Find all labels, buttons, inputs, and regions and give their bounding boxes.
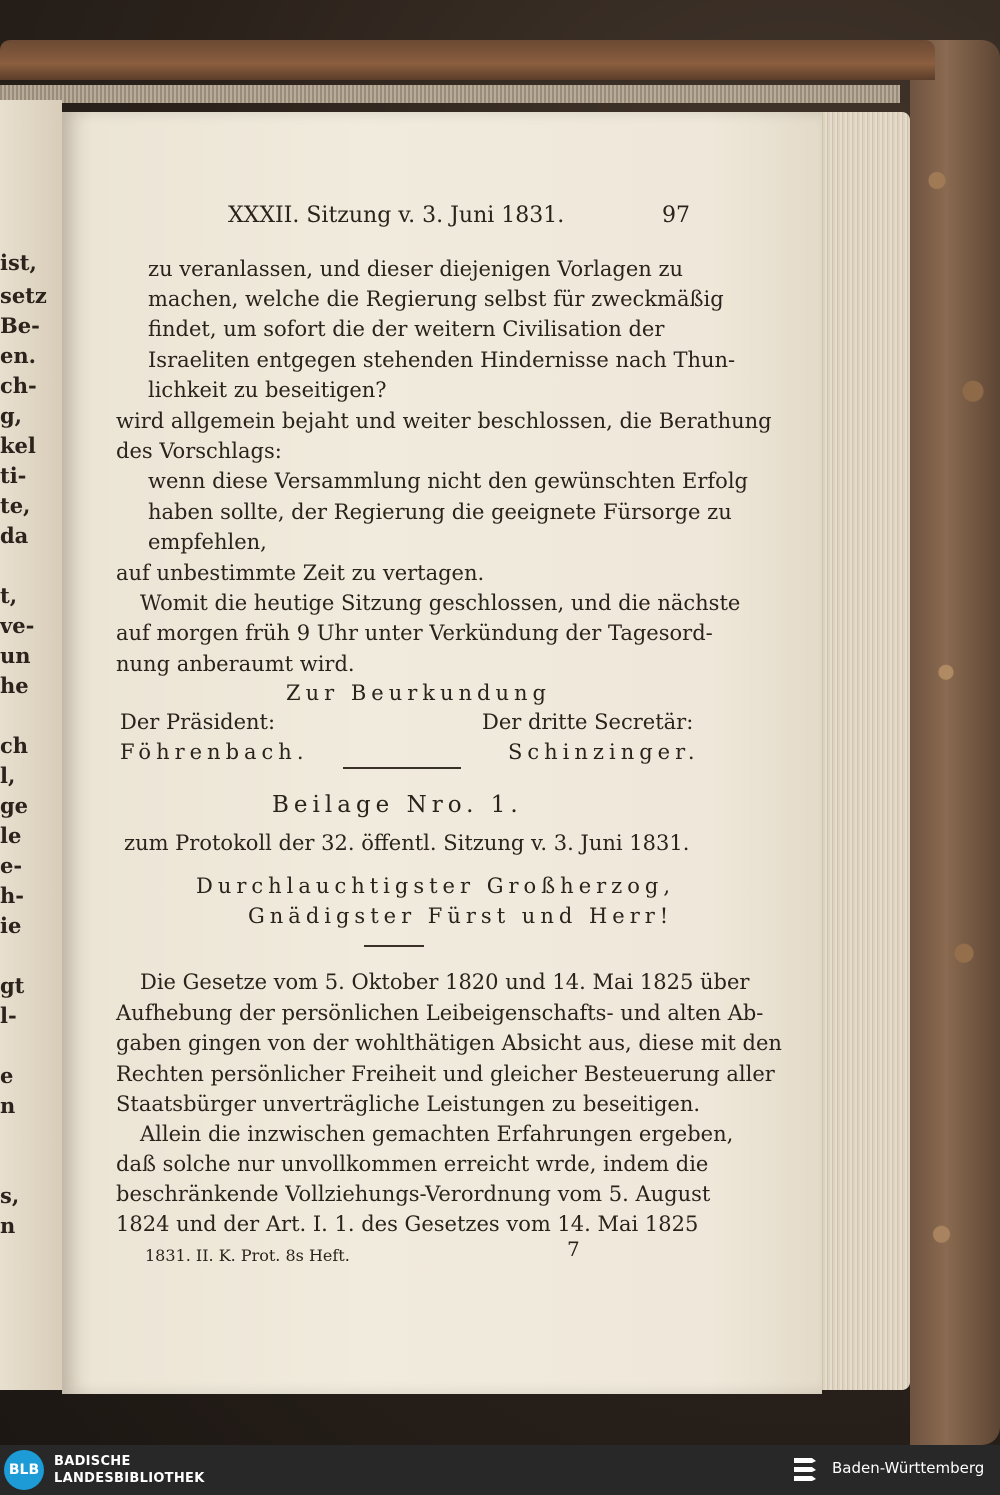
left-fragment: ge — [0, 793, 29, 818]
running-title: XXXII. Sitzung v. 3. Juni 1831. — [228, 203, 565, 228]
salutation-line-1: Durchlauchtigster Großherzog, — [196, 874, 675, 898]
text-line: auf morgen früh 9 Uhr unter Verkündung der Tagesord- — [116, 621, 713, 645]
left-fragment: g, — [0, 403, 22, 428]
left-fragment: ie — [0, 913, 22, 938]
left-fragment: ti- — [0, 463, 27, 488]
branding-bar — [0, 1445, 1000, 1495]
text-line: wenn diese Versammlung nicht den gewünschten Erfolg — [148, 469, 748, 493]
left-fragment: ist, — [0, 250, 37, 275]
signature-line: 1831. II. K. Prot. 8s Heft. — [145, 1246, 350, 1265]
left-fragment: gt — [0, 973, 25, 998]
text-line: Allein die inzwischen gemachten Erfahrungen ergeben, — [140, 1122, 734, 1146]
left-fragment: Be- — [0, 313, 40, 338]
left-fragment: n — [0, 1213, 16, 1238]
secretary-name: Schinzinger. — [508, 740, 700, 764]
left-fragment: ch — [0, 733, 29, 758]
text-line: Rechten persönlicher Freiheit und gleicher Besteuerung aller — [116, 1062, 775, 1086]
text-line: Aufhebung der persönlichen Leibeigenschafts- und alten Ab- — [116, 1001, 764, 1025]
text-line: auf unbestimmte Zeit zu vertagen. — [116, 561, 485, 585]
blb-logo-icon[interactable]: BLB — [4, 1450, 44, 1490]
left-fragment: l, — [0, 763, 16, 788]
president-name: Föhrenbach. — [120, 740, 309, 764]
left-fragment: te, — [0, 493, 31, 518]
left-fragment: h- — [0, 883, 24, 908]
secretary-role: Der dritte Secretär: — [482, 710, 694, 734]
left-fragment: ch- — [0, 373, 37, 398]
text-line: 1824 und der Art. I. 1. des Gesetzes vom 14. Mai 1825 — [116, 1212, 699, 1236]
left-fragment: e — [0, 1063, 14, 1088]
left-fragment: un — [0, 643, 31, 668]
left-fragment: e- — [0, 853, 23, 878]
text-line: Die Gesetze vom 5. Oktober 1820 und 14. Mai 1825 über — [140, 970, 750, 994]
left-fragment: s, — [0, 1183, 20, 1208]
text-line: lichkeit zu beseitigen? — [148, 378, 387, 402]
left-fragment: setz — [0, 283, 47, 308]
salutation-line-2: Gnädigster Fürst und Herr! — [248, 904, 674, 928]
text-line: machen, welche die Regierung selbst für zweckmäßig — [148, 287, 724, 311]
left-fragment: da — [0, 523, 29, 548]
library-name[interactable] — [54, 1453, 205, 1487]
left-fragment: ve- — [0, 613, 35, 638]
left-fragment: le — [0, 823, 22, 848]
text-line: beschränkende Vollziehungs-Verordnung vom 5. August — [116, 1182, 711, 1206]
president-role: Der Präsident: — [120, 710, 276, 734]
library-name-line-1: BADISCHE — [54, 1454, 131, 1469]
supplement-subtitle: zum Protokoll der 32. öffentl. Sitzung v. 3. Juni 1831. — [124, 831, 690, 855]
page-stack-edge — [820, 112, 910, 1390]
lions-crest-icon — [790, 1454, 820, 1486]
divider — [364, 945, 424, 947]
text-line: gaben gingen von der wohlthätigen Absicht aus, diese mit den — [116, 1031, 782, 1055]
left-fragment: l- — [0, 1003, 17, 1028]
text-line: Staatsbürger unverträgliche Leistungen zu beseitigen. — [116, 1092, 701, 1116]
attestation-heading: Zur Beurkundung — [286, 681, 551, 705]
text-line: empfehlen, — [148, 530, 267, 554]
library-name-line-2: LANDESBIBLIOTHEK — [54, 1471, 205, 1486]
left-fragment: n — [0, 1093, 16, 1118]
left-page — [0, 100, 62, 1390]
text-line: zu veranlassen, und dieser diejenigen Vorlagen zu — [148, 257, 684, 281]
page-number: 97 — [662, 203, 690, 228]
text-line: haben sollte, der Regierung die geeignete Fürsorge zu — [148, 500, 732, 524]
text-line: Israeliten entgegen stehenden Hindernisse nach Thun- — [148, 348, 736, 372]
sheet-mark: 7 — [567, 1237, 580, 1261]
text-line: findet, um sofort die der weitern Civilisation der — [148, 317, 665, 341]
text-line: daß solche nur unvollkommen erreicht wrde, indem die — [116, 1152, 709, 1176]
divider — [343, 767, 461, 769]
left-fragment: t, — [0, 583, 18, 608]
state-name[interactable]: Baden-Württemberg — [832, 1459, 985, 1477]
supplement-title: Beilage Nro. 1. — [272, 792, 523, 818]
text-line: des Vorschlags: — [116, 439, 282, 463]
text-line: wird allgemein bejaht und weiter beschlossen, die Berathung — [116, 409, 772, 433]
left-fragment: en. — [0, 343, 36, 368]
text-line: Womit die heutige Sitzung geschlossen, und die nächste — [140, 591, 741, 615]
page-edge-top — [0, 85, 900, 103]
left-fragment: he — [0, 673, 29, 698]
left-fragment: kel — [0, 433, 36, 458]
text-line: nung anberaumt wird. — [116, 652, 355, 676]
book-cover-top — [0, 40, 935, 80]
marbled-cover-edge — [910, 40, 1000, 1445]
